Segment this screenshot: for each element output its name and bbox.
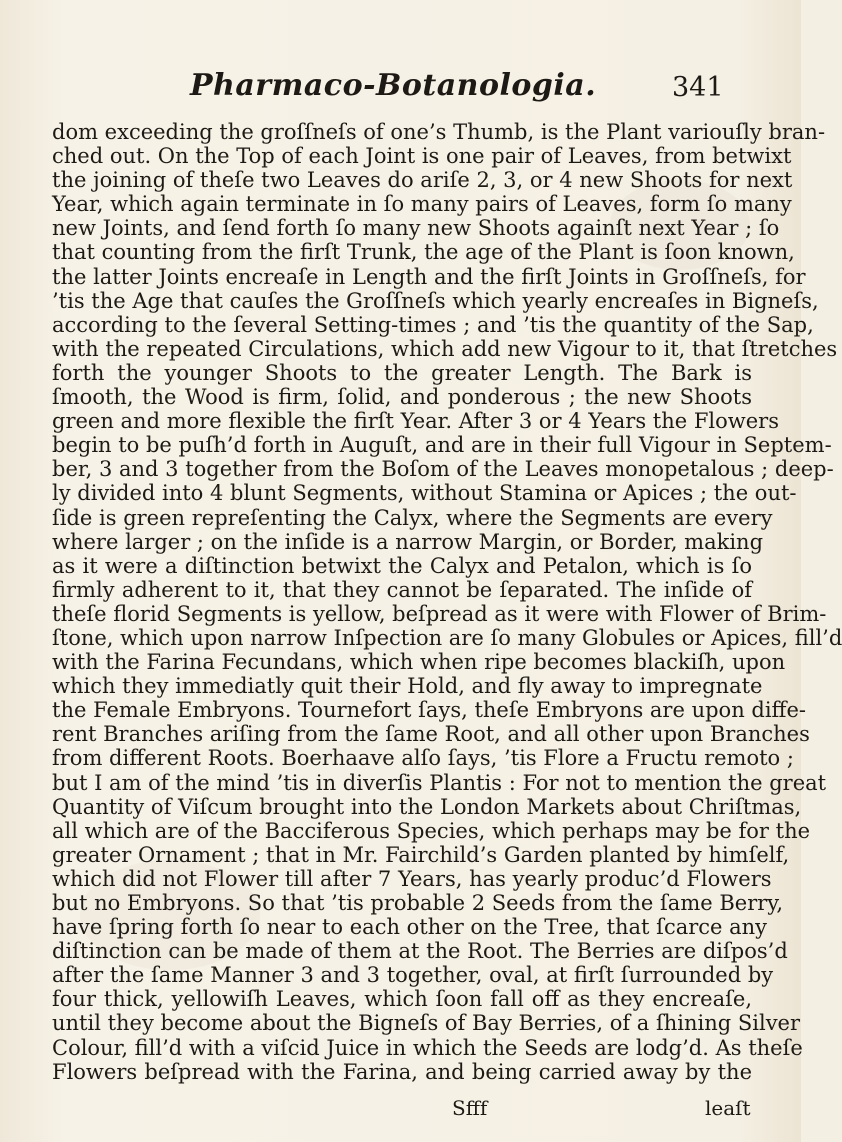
- text-line: until they become about the Bigneſs of Bay Berries, of a ſhining Silver: [52, 1011, 801, 1036]
- text-line: where larger ; on the inſide is a narrow Margin, or Border, making: [52, 529, 764, 554]
- text-line: four thick, yellowiſh Leaves, which ſoon fall off as they encreaſe,: [52, 987, 752, 1012]
- text-line: the joining of theſe two Leaves do ariſe 2, 3, or 4 new Shoots for next: [52, 168, 793, 193]
- text-line: diſtinction can be made of them at the Root. The Berries are diſpos’d: [52, 939, 788, 964]
- signature-mark: Sfff: [452, 1096, 488, 1120]
- body-text: [52, 120, 842, 1084]
- text-line: with the Farina Fecundans, which when ripe becomes blackiſh, upon: [52, 650, 786, 675]
- text-line: but no Embryons. So that ’tis probable 2 Seeds from the ſame Berry,: [52, 891, 784, 915]
- text-line: ber, 3 and 3 together from the Boſom of the Leaves monopetalous ; deep-: [52, 457, 834, 482]
- text-line: as it were a diſtinction betwixt the Calyx and Petalon, which is ſo: [52, 553, 752, 578]
- text-line: with the repeated Circulations, which add new Vigour to it, that ſtretches: [52, 336, 838, 361]
- page-number: 341: [672, 72, 724, 103]
- text-line: but I am of the mind ’tis in diverſis Plantis : For not to mention the great: [52, 770, 827, 795]
- text-line: the latter Joints encreaſe in Length and the firſt Joints in Groſſneſs, for: [52, 264, 806, 289]
- text-line: ly divided into 4 blunt Segments, without Stamina or Apices ; the out-: [52, 481, 797, 506]
- text-line: green and more flexible the firſt Year. After 3 or 4 Years the Flowers: [52, 409, 779, 434]
- running-title: Pharmaco-Botanologia.: [190, 68, 597, 103]
- text-line: dom exceeding the groſſneſs of one’s Thumb, is the Plant variouſly bran-: [52, 120, 826, 144]
- text-line: which they immediatly quit their Hold, and fly away to impregnate: [52, 674, 763, 699]
- text-line: forth the younger Shoots to the greater Length. The Bark is: [52, 360, 752, 385]
- text-line: according to the ſeveral Setting-times ; and ’tis the quantity of the Sap,: [52, 312, 814, 337]
- text-line: rent Branches ariſing from the ſame Root, and all other upon Branches: [52, 722, 810, 747]
- text-line: Year, which again terminate in ſo many pairs of Leaves, form ſo many: [52, 192, 792, 217]
- text-line: Flowers beſpread with the Farina, and being carried away by the: [52, 1059, 752, 1084]
- text-line: ſide is green repreſenting the Calyx, where the Segments are every: [52, 505, 773, 530]
- text-line: ched out. On the Top of each Joint is one pair of Leaves, from betwixt: [52, 144, 792, 169]
- text-line: begin to be puſh’d forth in Auguſt, and are in their full Vigour in Septem-: [52, 433, 832, 458]
- text-line: firmly adherent to it, that they cannot be ſeparated. The inſide of: [52, 577, 752, 602]
- text-line: greater Ornament ; that in Mr. Fairchild’s Garden planted by himſelf,: [52, 842, 790, 867]
- text-line: all which are of the Bacciferous Species, which perhaps may be for the: [52, 818, 811, 843]
- page-header: [0, 68, 801, 108]
- text-line: theſe florid Segments is yellow, beſpread as it were with Flower of Brim-: [52, 601, 827, 626]
- text-line: new Joints, and ſend forth ſo many new Shoots againſt next Year ; ſo: [52, 216, 780, 241]
- text-line: that counting from the firſt Trunk, the age of the Plant is ſoon known,: [52, 240, 795, 265]
- catchword: leaſt: [705, 1096, 751, 1120]
- text-line: which did not Flower till after 7 Years, has yearly produc’d Flowers: [52, 866, 772, 891]
- text-line: ’tis the Age that cauſes the Groſſneſs which yearly encreaſes in Bigneſs,: [52, 288, 819, 313]
- text-line: the Female Embryons. Tournefort ſays, theſe Embryons are upon diffe-: [52, 698, 806, 723]
- text-line: from different Roots. Boerhaave alſo ſays, ’tis Flore a Fructu remoto ;: [52, 746, 794, 771]
- text-line: Colour, fill’d with a viſcid Juice in which the Seeds are lodg’d. As theſe: [52, 1035, 803, 1060]
- text-line: have ſpring forth ſo near to each other on the Tree, that ſcarce any: [52, 915, 768, 940]
- text-line: ſtone, which upon narrow Inſpection are ſo many Globules or Apices, fill’d: [52, 625, 842, 650]
- text-line: ſmooth, the Wood is firm, ſolid, and ponderous ; the new Shoots: [52, 385, 752, 410]
- text-line: after the ſame Manner 3 and 3 together, oval, at firſt ſurrounded by: [52, 963, 774, 988]
- text-line: Quantity of Viſcum brought into the London Markets about Chriſtmas,: [52, 794, 802, 819]
